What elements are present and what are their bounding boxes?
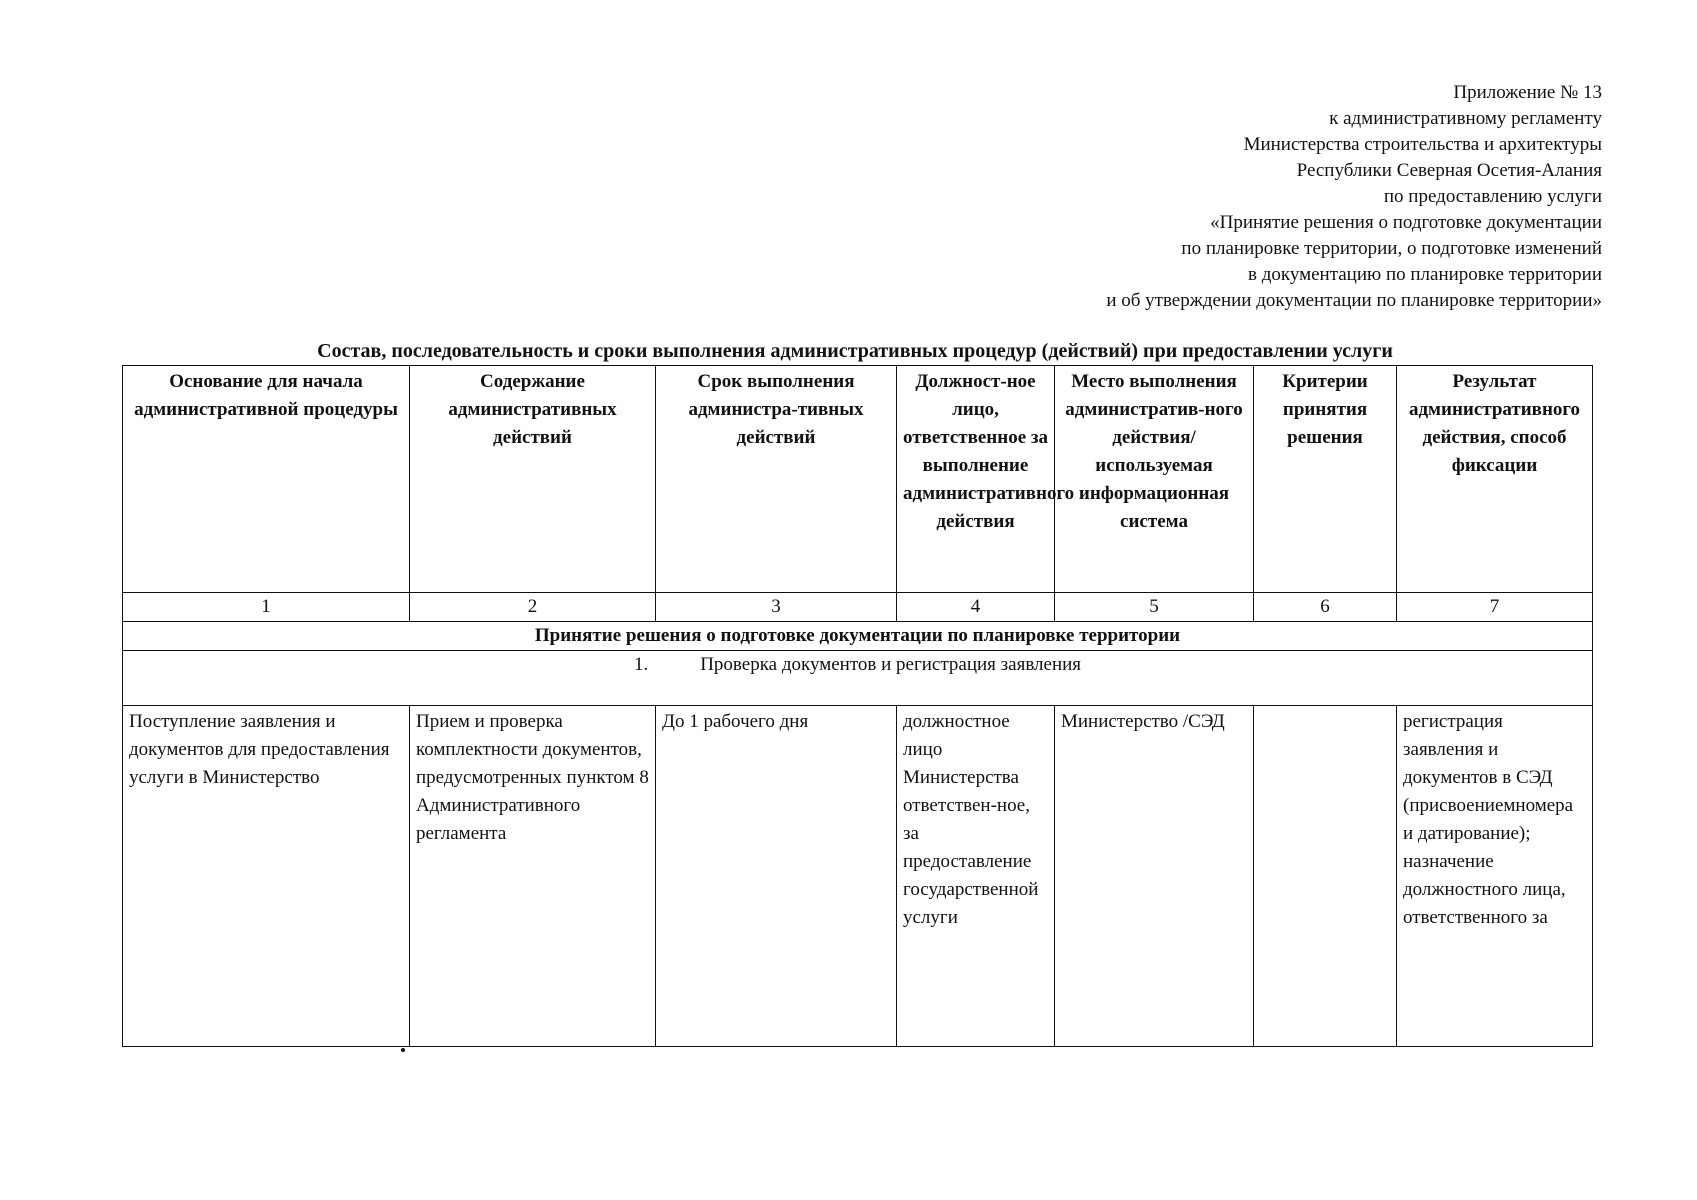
appendix-block — [1106, 80, 1602, 314]
section-title: Принятие решения о подготовке документации по планировке территории — [123, 622, 1593, 651]
subsection-title: Проверка документов и регистрация заявления — [700, 654, 1082, 675]
column-number-row — [123, 593, 1593, 622]
subsection-number: 1. — [633, 654, 649, 675]
appendix-line: по предоставлению услуги — [1383, 186, 1602, 207]
cell-official: должностное лицо Министерства ответствен-ное, за предоставление государственной услуги — [897, 706, 1055, 1047]
table-row — [123, 706, 1593, 1047]
column-number: 5 — [1055, 593, 1254, 622]
header-cell: Содержание административных действий — [410, 366, 656, 593]
appendix-line: в документацию по планировке территории — [1247, 264, 1602, 285]
scan-dot — [401, 1048, 405, 1052]
appendix-line: Приложение № 13 — [1453, 82, 1602, 103]
cell-result: регистрация заявления и документов в СЭД (присвоениемномера и датирование); назначение должностного лица, ответственного за — [1397, 706, 1593, 1047]
appendix-line: Республики Северная Осетия-Алания — [1296, 160, 1602, 181]
header-cell: Результат административного действия, способ фиксации — [1397, 366, 1593, 593]
document-title: Состав, последовательность и сроки выполнения административных процедур (действий) при предоставлении услуги — [317, 340, 1393, 362]
appendix-line: и об утверждении документации по планировке территории» — [1106, 290, 1602, 311]
appendix-line: «Принятие решения о подготовке документации — [1210, 212, 1602, 233]
appendix-line: к административному регламенту — [1329, 108, 1602, 129]
appendix-line: по планировке территории, о подготовке изменений — [1181, 238, 1602, 259]
column-number: 4 — [897, 593, 1055, 622]
procedures-table — [122, 365, 1593, 1047]
column-number: 7 — [1397, 593, 1593, 622]
column-number: 2 — [410, 593, 656, 622]
subsection-row — [123, 651, 1593, 706]
cell-place: Министерство /СЭД — [1055, 706, 1254, 1047]
cell-actions: Прием и проверка комплектности документов, предусмотренных пунктом 8 Административного регламента — [410, 706, 656, 1047]
header-cell: Критерии принятия решения — [1254, 366, 1397, 593]
header-cell: Должност-ное лицо, ответственное за выполнение административного действия — [897, 366, 1055, 593]
cell-deadline: До 1 рабочего дня — [656, 706, 897, 1047]
header-cell: Место выполнения административ-ного действия/ используемая информационная система — [1055, 366, 1254, 593]
appendix-line: Министерства строительства и архитектуры — [1243, 134, 1602, 155]
header-row — [123, 366, 1593, 593]
header-cell: Основание для начала административной процедуры — [123, 366, 410, 593]
cell-basis: Поступление заявления и документов для предоставления услуги в Министерство — [123, 706, 410, 1047]
header-cell: Срок выполнения администра-тивных действий — [656, 366, 897, 593]
section-row — [123, 622, 1593, 651]
column-number: 6 — [1254, 593, 1397, 622]
column-number: 1 — [123, 593, 410, 622]
subsection-cell — [123, 651, 1593, 706]
cell-criteria — [1254, 706, 1397, 1047]
column-number: 3 — [656, 593, 897, 622]
